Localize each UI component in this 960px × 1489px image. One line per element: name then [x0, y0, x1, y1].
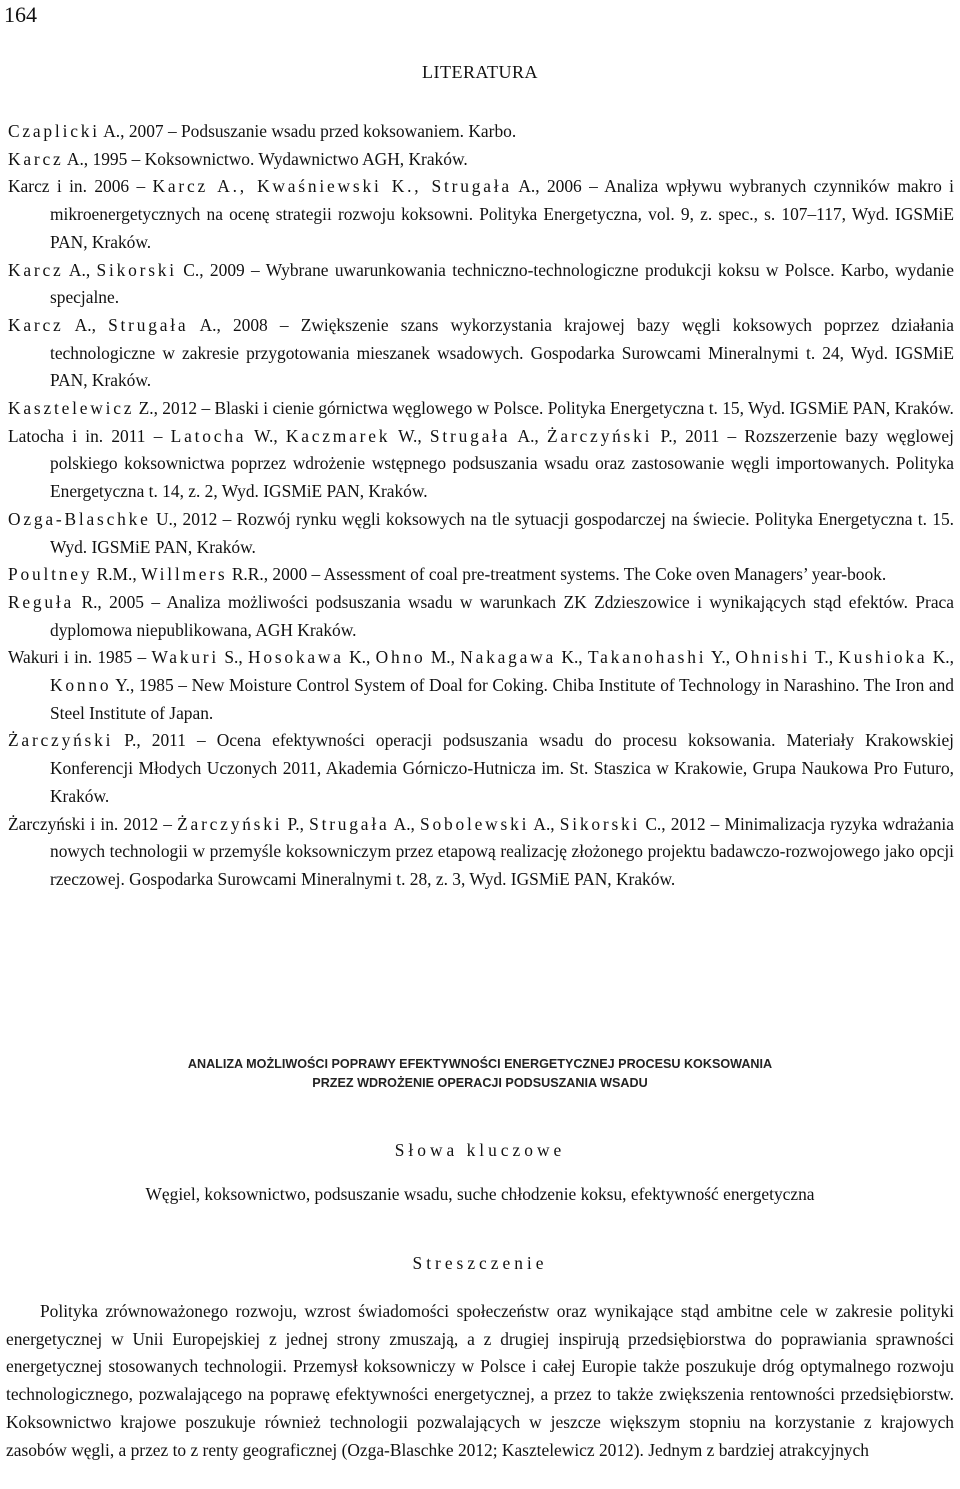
reference-text: A., [63, 314, 109, 335]
reference-text: T., [810, 647, 839, 668]
reference-entry [8, 395, 954, 423]
reference-entry [8, 312, 954, 395]
reference-entry [8, 423, 954, 506]
author-name: Ozga-Blaschke [8, 508, 151, 529]
reference-text: P., 2011 – Ocena efektywności operacji podsuszania wsadu do procesu koksowania. Materiały Krakowskiej Konferencji Młodych Uczonych 2011, Akademia Górniczo-Hutnicza im. St. Staszica w Krakowie, Grupa Naukowa Pro Futuro, Kraków. [50, 730, 954, 806]
reference-text: U., 2012 – Rozwój rynku węgli koksowych na tle sytuacji gospodarczej na świecie. Polityka Energetyczna t. 15. Wyd. IGSMiE PAN, Kraków. [50, 508, 954, 557]
reference-text: S., [219, 647, 248, 668]
reference-text: A., 1995 – Koksownictwo. Wydawnictwo AGH, Kraków. [63, 148, 468, 169]
reference-text: R.M., [92, 564, 142, 585]
reference-text: K., [343, 647, 376, 668]
reference-entry [8, 811, 954, 894]
reference-text: Z., 2012 – Blaski i cienie górnictwa węglowego w Polsce. Polityka Energetyczna t. 15, Wyd. IGSMiE PAN, Kraków. [134, 398, 954, 419]
reference-entry [8, 561, 954, 589]
abstract-title [0, 1055, 960, 1093]
reference-text: A., 2008 – Zwiększenie szans wykorzystania krajowej bazy węgli koksowych poprzez działania technologiczne w zakresie przygotowania mieszanek wsadowych. Gospodarka Surowcami Mineralnymi t. 24, Wyd. IGSMiE PAN, Kraków. [50, 314, 954, 391]
reference-text: Karcz i in. 2006 – [8, 176, 153, 197]
reference-text: A., [529, 813, 560, 834]
author-name: Takanohashi [587, 647, 707, 668]
reference-text: W., [390, 425, 430, 446]
author-name: Czaplicki [8, 121, 100, 141]
author-name: Sikorski [96, 259, 177, 280]
author-name: Hosokawa [247, 647, 344, 668]
reference-entry [8, 173, 954, 256]
author-name: Reguła [8, 591, 75, 612]
author-name: Kaczmarek [285, 425, 391, 446]
author-name: Karcz [8, 259, 64, 280]
author-name: Nakagawa [460, 647, 557, 668]
author-name: Willmers [141, 564, 228, 585]
reference-text: A., [63, 259, 97, 280]
abstract-title-line: PRZEZ WDROŻENIE OPERACJI PODSUSZANIA WSADU [312, 1076, 648, 1090]
author-name: Strugała [108, 314, 189, 335]
reference-text: C., 2012 – Minimalizacja ryzyka wdrażania nowych technologii w przemyśle koksowniczym przez etapową realizację złożonego projektu badawczo-rozwojowego jako opcji rzeczowej. Gospodarka Surowcami Mineralnymi t. 28, z. 3, Wyd. IGSMiE PAN, Kraków. [50, 813, 954, 889]
reference-text: Wakuri i in. 1985 – [8, 647, 152, 668]
reference-text: W., [246, 425, 286, 446]
keywords-heading: Słowa kluczowe [394, 1140, 566, 1160]
reference-entry [8, 146, 954, 174]
reference-text: Latocha i in. 2011 – [8, 425, 171, 446]
author-name: Konno [50, 675, 112, 696]
summary-heading: Streszczenie [412, 1253, 548, 1273]
author-name: Strugała [309, 813, 390, 834]
author-name: Kushioka [838, 647, 928, 668]
reference-entry [8, 506, 954, 561]
author-name: Kasztelewicz [8, 398, 135, 419]
reference-text: Żarczyński i in. 2012 – [8, 813, 178, 834]
author-name: Latocha [170, 425, 247, 446]
reference-text: A., [389, 813, 421, 834]
reference-text: P., [282, 813, 310, 834]
reference-text: A., [510, 425, 547, 446]
reference-entry [8, 118, 954, 146]
reference-text: K., [556, 647, 588, 668]
reference-text: R.R., 2000 – Assessment of coal pre-treatment systems. The Coke oven Managers’ year-book. [227, 564, 887, 585]
reference-text: K., [927, 647, 954, 668]
author-name: Sikorski [559, 813, 641, 834]
reference-text: C., 2009 – Wybrane uwarunkowania techniczno-technologiczne produkcji koksu w Polsce. Karbo, wydanie specjalne. [50, 259, 954, 308]
reference-text: P., 2011 – Rozszerzenie bazy węglowej polskiego koksownictwa poprzez wdrożenie wstępnego podsuszania wsadu oraz zastosowanie węgli importowanych. Polityka Energetyczna t. 14, z. 2, Wyd. IGSMiE PAN, Kraków. [50, 425, 954, 502]
author-name: Żarczyński [177, 813, 283, 834]
author-name: Karcz A., Kwaśniewski K., Strugała [152, 176, 512, 197]
author-name: Sobolewski [420, 813, 530, 834]
reference-entry [8, 589, 954, 644]
reference-text: R., 2005 – Analiza możliwości podsuszania wsadu w warunkach ZK Zdzieszowice i wynikających stąd efektów. Praca dyplomowa niepublikowana, AGH Kraków. [50, 591, 954, 640]
author-name: Karcz [8, 314, 64, 335]
abstract-title-line: ANALIZA MOŻLIWOŚCI POPRAWY EFEKTYWNOŚCI ENERGETYCZNEJ PROCESU KOKSOWANIA [187, 1057, 773, 1071]
author-name: Ohnishi [735, 647, 811, 668]
reference-text: Y., 1985 – New Moisture Control System of Doal for Coking. Chiba Institute of Technology in Narashino. The Iron and Steel Institute of Japan. [50, 675, 954, 723]
keywords-text: Węgiel, koksownictwo, podsuszanie wsadu, suche chłodzenie koksu, efektywność energetyczna [145, 1184, 815, 1204]
reference-entry [8, 257, 954, 312]
reference-text: Y., [706, 647, 736, 668]
reference-text: A., 2007 – Podsuszanie wsadu przed koksowaniem. Karbo. [99, 121, 517, 141]
author-name: Strugała [429, 425, 511, 446]
author-name: Wakuri [151, 647, 220, 668]
author-name: Karcz [8, 148, 64, 169]
author-name: Poultney [8, 564, 93, 585]
summary-text: Polityka zrównoważonego rozwoju, wzrost świadomości społeczeństw oraz wynikające stąd ambitne cele w zakresie polityki energetycznej w Unii Europejskiej z jednej strony zmuszają, a z drugiej inspirują przedsiębiorstwa do poprawiania sprawności energetycznej stosowanych technologii. Przemysł koksowniczy w Polsce i całej Europie także poszukuje dróg optymalnego rozwoju technologicznego, pozwalającego na poprawę efektywności energetycznej, a przez to także zwiększenia rentowności przedsiębiorstw. Koksownictwo krajowe poszukuje również technologii pozwalających w jeszcze większym stopniu na korzystanie z krajowych zasobów węgli, a przez to z renty geograficznej (Ozga-Blaschke 2012; Kasztelewicz 2012). Jednym z bardziej atrakcyjnych [6, 1301, 954, 1460]
reference-text: M., [425, 647, 461, 668]
page-number: 164 [4, 2, 37, 27]
literature-heading: LITERATURA [422, 62, 538, 82]
author-name: Żarczyński [547, 425, 653, 446]
reference-entry [8, 727, 954, 810]
reference-text: A., 2006 – Analiza wpływu wybranych czynników makro i mikroenergetycznych na ocenę strategii rozwoju koksowni. Polityka Energetyczna, vol. 9, z. spec., s. 107–117, Wyd. IGSMiE PAN, Kraków. [50, 176, 954, 252]
author-name: Ohno [375, 647, 426, 668]
reference-list [8, 118, 954, 894]
reference-entry [8, 644, 954, 727]
author-name: Żarczyński [8, 730, 114, 751]
